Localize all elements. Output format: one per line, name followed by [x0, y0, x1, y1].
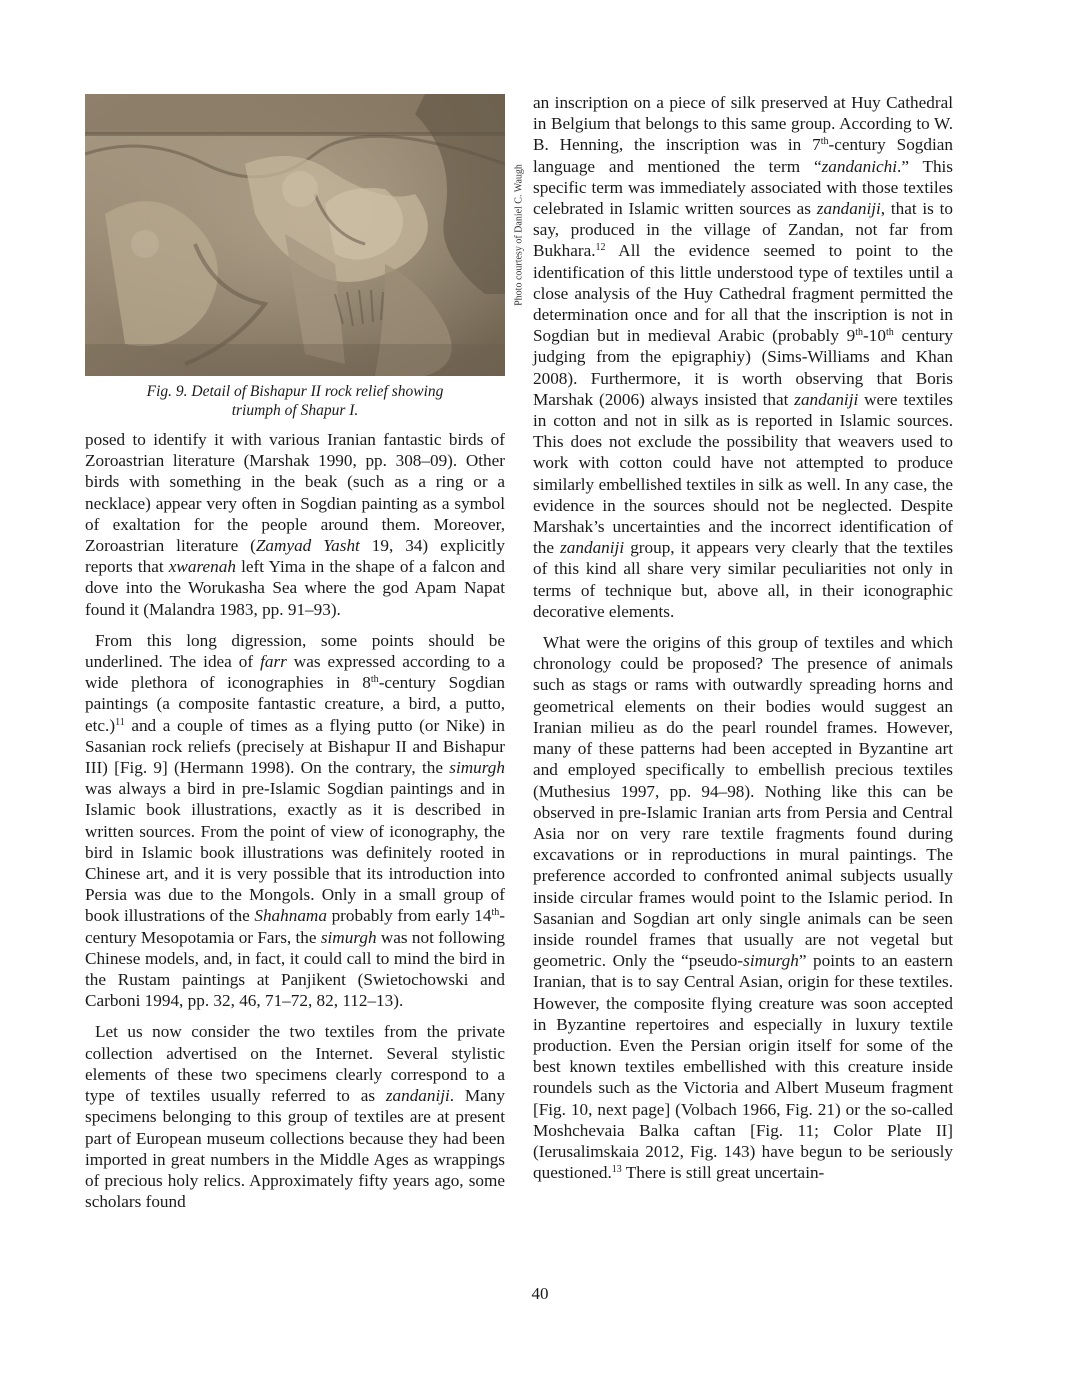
superscript: th	[820, 136, 829, 148]
text-run: From this long digression, some points should be underlined. The idea of	[85, 630, 505, 672]
superscript: th	[885, 327, 894, 339]
page-number: 40	[531, 1284, 549, 1303]
text-run: -century Sogdian language and mentioned the term “	[533, 135, 953, 176]
text-run: left Yima in the shape of a falcon and dove into the Worukasha Sea where the god Apam Napat found it (Malandra 1983, pp. 91–93).	[85, 557, 505, 619]
text-run: . Many specimens belonging to this group of textiles are at present part of European museum collections because they had been imported in great numbers in the Middle Ages as wrappings of precious holy relics. Approximately fifty years ago, some scholars found	[85, 1086, 505, 1212]
superscript: 12	[595, 242, 606, 254]
text-run: What were the origins of this group of textiles and which chronology could be proposed? The presence of animals such as stags or rams with outwardly spreading horns and geometrical elements on their bodies would suggest an Iranian milieu as do the pearl roundel frames. However, many of these patterns had been accepted in Byzantine art and employed specifically to embellish precious textiles (Muthesius 1997, pp. 94–98). Nothing like this can be observed in pre-Islamic Iranian arts from Persia and Central Asia nor on very rare textile fragments found during excavations or in reproductions in mural paintings. The preference accorded to confronted animal subjects usually inside circular frames would point to the Islamic period. In Sasanian and Sogdian art only single animals can be seen inside roundel frames that usually are not vegetal but geometric. Only the “pseudo-	[533, 633, 953, 971]
superscript: 13	[611, 1164, 622, 1176]
right-column	[533, 92, 953, 1183]
text-run: -century Mesopotamia or Fars, the	[85, 906, 505, 947]
italic-term: simurgh	[320, 927, 377, 947]
figure-9	[85, 94, 525, 376]
italic-term: zandaniji	[794, 389, 859, 409]
text-run: ” points to an eastern Iranian, that is to say Central Asian, origin for these textiles. However, the composite flying creature was soon accepted in Byzantine repertoires and especially in luxury textile production. Even the Persian origin itself for some of the best known textiles embellished with this creature inside roundels such as the Victoria and Albert Museum fragment [Fig. 10, next page] (Volbach 1966, Fig. 21) or the so-called Moshchevaia Balka caftan [Fig. 11; Color Plate II] (Ierusalimskaia 2012, Fig. 143) have begun to be seriously questioned.	[533, 951, 953, 1183]
text-run: 19, 34) explicitly reports that	[85, 536, 505, 577]
italic-term: zandanichi	[821, 156, 898, 176]
superscript: th	[491, 907, 500, 919]
italic-term: zandaniji	[560, 538, 625, 558]
caption-line-2: triumph of Shapur I.	[231, 402, 359, 419]
text-run: All the evidence seemed to point to the identification of this little understood type of textiles until a close analysis of the Huy Cathedral fragment permitted the determination once and for all that the inscription is not in Sogdian but in medieval Arabic (probably 9	[533, 241, 953, 346]
paragraph	[533, 92, 953, 622]
italic-term: Zamyad Yasht	[255, 536, 360, 556]
text-run: , that is to say, produced in the village of Zandan, not far from Bukhara.	[533, 199, 953, 261]
left-column	[85, 92, 525, 1212]
text-run: century judging from the epigraphiy) (Sims-Williams and Khan 2008). Furthermore, it is worth observing that Boris Marshak (2006) always insisted that	[533, 326, 953, 409]
text-run: posed to identify it with various Iranian fantastic birds of Zoroastrian literature (Marshak 1990, pp. 308–09). Other birds with something in the beak (such as a ring or a necklace) appear very often in Sogdian painting as a symbol of exaltation for the people around them. Moreover, Zoroastrian literature (	[85, 430, 505, 556]
text-run: were textiles in cotton and not in silk as is reported in Islamic sources. This does not exclude the possibility that weavers used to work with cotton could have not attempted to produce similarly embellished textiles in silk as well. In any case, the evidence in the sources should not be neglected. Despite Marshak’s uncertainties and the incorrect identification of the	[533, 389, 953, 558]
italic-term: xwarenah	[168, 557, 236, 577]
paragraph	[85, 630, 505, 1012]
text-run: and a couple of times as a flying putto (or Nike) in Sasanian rock reliefs (precisely at Bishapur II and Bishapur III) [Fig. 9] (Hermann 1998). On the contrary, the	[85, 715, 505, 778]
italic-term: simurgh	[449, 758, 505, 778]
photo-credit: Photo courtesy of Daniel C. Waugh	[513, 164, 525, 306]
rock-relief-photo	[85, 94, 505, 376]
text-run: There is still great uncertain-	[621, 1163, 825, 1183]
text-run: Let us now consider the two textiles from the private collection advertised on the Internet. Several stylistic elements of these two specimens clearly correspond to a type of textiles usually referred to as	[85, 1022, 505, 1106]
text-run: group, it appears very clearly that the textiles of this kind all share very similar peculiarities not only in terms of technique but, above all, in their iconographic decorative elements.	[533, 538, 954, 621]
superscript: th	[370, 674, 379, 686]
paragraph	[533, 632, 953, 1183]
paragraph	[85, 1021, 505, 1212]
italic-term: farr	[260, 652, 287, 672]
caption-line-1: Fig. 9. Detail of Bishapur II rock relief showing	[146, 383, 444, 400]
text-run: -century Sogdian paintings (a composite fantastic creature, a bird, a putto, etc.)	[85, 673, 505, 735]
text-run: probably from early 14	[326, 906, 492, 926]
text-run: an inscription on a piece of silk preserved at Huy Cathedral in Belgium that belongs to this same group. According to W. B. Henning, the inscription was in 7	[533, 93, 953, 155]
italic-term: zandaniji	[385, 1086, 450, 1106]
text-run: -10	[863, 326, 886, 346]
text-run: was not following Chinese models, and, in fact, it could call to mind the bird in the Rustam paintings at Panjikent (Swietochowski and Carboni 1994, pp. 32, 46, 71–72, 82, 112–13).	[85, 927, 506, 1011]
superscript: th	[855, 327, 864, 339]
text-run: .” This specific term was immediately associated with those textiles celebrated in Islamic written sources as	[533, 156, 953, 219]
superscript: 11	[115, 716, 125, 728]
paragraph	[85, 429, 505, 620]
italic-term: zandaniji	[816, 199, 881, 219]
text-run: was expressed according to a wide plethora of iconographies in 8	[85, 652, 505, 693]
text-run: was always a bird in pre-Islamic Sogdian paintings and in Islamic book illustrations, exactly as it is described in written sources. From the point of view of iconography, the bird in Islamic book illustrations was definitely rooted in Chinese art, and it is very possible that its introduction into Persia was due to the Mongols. Only in a small group of book illustrations of the	[85, 779, 505, 926]
figure-caption	[85, 382, 505, 420]
italic-term: simurgh	[743, 951, 799, 971]
italic-term: Shahnama	[254, 906, 327, 926]
